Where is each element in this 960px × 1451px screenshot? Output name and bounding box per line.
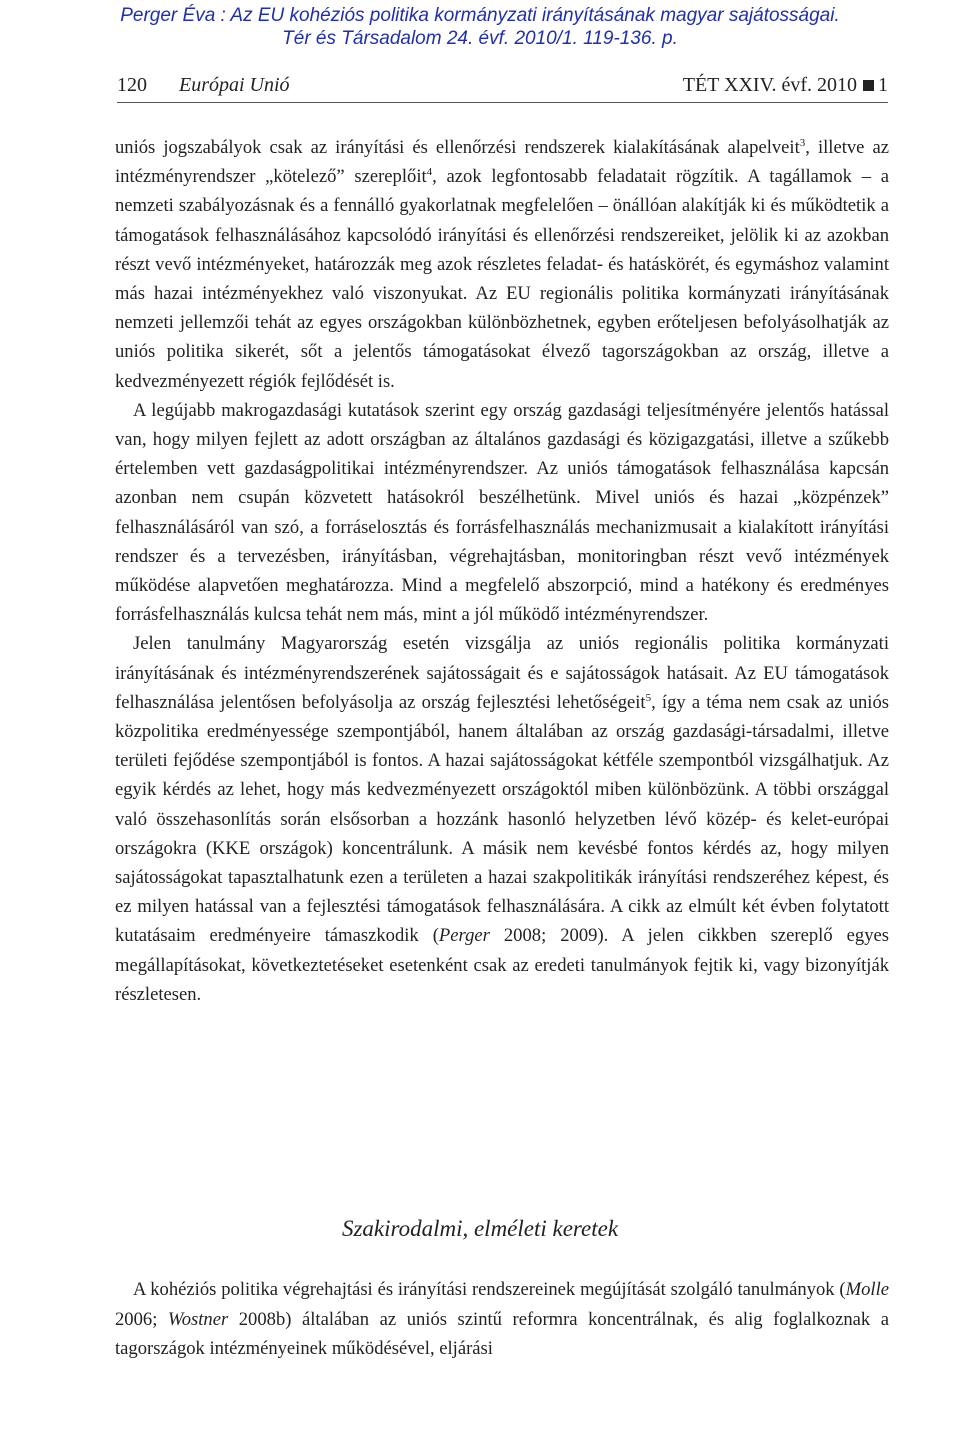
section-paragraph	[115, 1275, 889, 1364]
journal-info	[683, 74, 888, 97]
citation-author: Wostner	[167, 1308, 229, 1330]
paragraph-3	[115, 629, 889, 1009]
section-paragraph-text-b: 2006;	[115, 1308, 168, 1330]
paragraph-2: A legújabb makrogazdasági kutatások szerint egy ország gazdasági teljesítményére jelentős hatással van, hogy milyen fejlett az adott országban az általános gazdasági és közigazgatási, illetve a szűkebb értelemben vett gazdaságpolitikai intézményrendszer. Az uniós támogatások felhasználása kapcsán azonban nem csupán közvetett hatásokról beszélhetünk. Mivel uniós és hazai „közpénzek” felhasználásáról van szó, a forráselosztás és forrásfelhasználás mechanizmusait a kialakított irányítási rendszer és a tervezésben, irányításban, végrehajtásban, monitoringban részt vevő intézmények működése alapvetően meghatározza. Mind a megfelelő abszorpció, mind a hatékony és eredményes forrásfelhasználás kulcsa tehát nem más, mint a jól működő intézményrendszer.	[115, 399, 889, 626]
paragraph-1-text-b: , illetve az intézményrendszer „kötelező” szereplőit	[115, 137, 889, 188]
footnote-ref-4: 4	[426, 166, 433, 179]
paragraph-3-text-a: Jelen tanulmány Magyarország esetén vizsgálja az uniós regionális politika kormányzati irányításának és intézményrendszerének sajátosságait és e sajátosságok hatásait. Az EU támogatások felhasználása jelentősen befolyásolja az ország fejlesztési lehetőségeit	[115, 633, 889, 713]
section-heading: Szakirodalmi, elméleti keretek	[341, 1216, 619, 1241]
issue-number: 1	[878, 74, 888, 96]
section-paragraph-text-a: A kohéziós politika végrehajtási és irányítási rendszereinek megújítását szolgáló tanulmányok (	[133, 1279, 846, 1300]
citation-author: Perger	[438, 925, 490, 947]
paragraph-1-text-a: uniós jogszabályok csak az irányítási és ellenőrzési rendszerek kialakításának alapelveit	[115, 137, 800, 158]
section-text	[115, 1275, 889, 1364]
citation-source: Tér és Társadalom 24. évf. 2010/1. 119-136. p.	[282, 28, 678, 49]
paragraph-1-text-c: , azok legfontosabb feladatait rögzítik. A tagállamok – a nemzeti szabályozásnak és a fennálló gyakorlatnak megfelelően – önállóan alakítják ki és működtetik a támogatások felhasználásához kapcsolódó irányítási és ellenőrzési rendszereiket, jelölik ki az azokban részt vevő intézményeket, határozzák meg azok részletes feladat- és hatáskörét, és egymáshoz valamint más hazai intézményekhez való viszonyukat. Az EU regionális politika kormányzati irányításának nemzeti jellemzői tehát az egyes országokban különbözhetnek, egyben erőteljesen befolyásolhatják az uniós politika sikerét, sőt a jelentős támogatásokat élvező tagországokban az ország, illetve a kedvezményezett régiók fejlődését is.	[115, 166, 889, 392]
section-label: Európai Unió	[179, 74, 290, 96]
citation-title: Perger Éva : Az EU kohéziós politika kormányzati irányításának magyar sajátosságai.	[120, 5, 840, 26]
citation-banner	[0, 4, 960, 50]
journal-label: TÉT XXIV. évf. 2010	[682, 74, 857, 96]
square-bullet-icon	[863, 80, 874, 91]
footnote-ref-5: 5	[645, 691, 652, 704]
main-text	[115, 133, 889, 1009]
paragraph-3-text-c: 2008; 2009). A jelen cikkben szereplő egyes megállapításokat, következtetéseket esetenként csak az eredeti tanulmányok fejtik ki, vagy bizonyítják részletesen.	[115, 925, 889, 1005]
running-header	[117, 74, 888, 103]
section-paragraph-text-c: 2008b) általában az uniós szintű reformra koncentrálnak, és alig foglalkoznak a tagországok intézményeinek működésével, eljárási	[115, 1308, 889, 1359]
page-number: 120	[117, 74, 147, 96]
citation-author: Molle	[845, 1279, 889, 1300]
footnote-ref-3: 3	[799, 136, 806, 149]
paragraph-3-text-b: , így a téma nem csak az uniós közpolitika eredményessége szempontjából, hanem általában az ország gazdasági-társadalmi, illetve területi fejődése szempontjából is fontos. A hazai sajátosságokat kétféle szempontból vizsgálhatjuk. Az egyik kérdés az lehet, hogy más kedvezményezett országoktól miben különbözünk. A többi országgal való összehasonlítás során elsősorban a hozzánk hasonló helyzetben lévő közép- és kelet-európai országokra (KKE országok) koncentrálunk. A másik nem kevésbé fontos kérdés az, hogy milyen sajátosságokat tapasztalhatunk ezen a területen a hazai szakpolitikák irányítási rendszeréhez képest, és ez milyen hatással van a fejlesztési támogatások felhasználására. A cikk az elmúlt két évben folytatott kutatásaim eredményeire támaszkodik (	[115, 691, 889, 947]
paragraph-1	[115, 133, 889, 396]
